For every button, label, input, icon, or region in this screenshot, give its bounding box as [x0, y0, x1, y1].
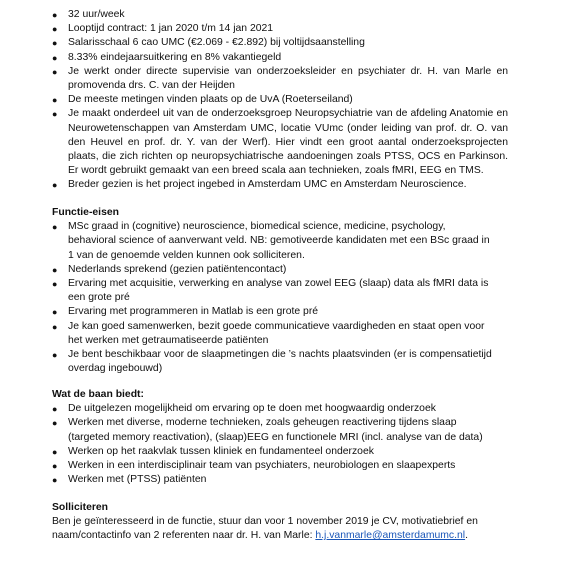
list-item: ● 8.33% eindejaarsuitkering en 8% vakantiegeld	[0, 51, 570, 65]
list-item: ● Ervaring met programmeren in Matlab is een grote pré	[0, 305, 570, 319]
section-offer	[0, 388, 570, 487]
bullet-icon: ●	[52, 446, 58, 457]
bullet-icon: ●	[52, 264, 58, 275]
list-item: ● Je kan goed samenwerken, bezit goede communicatieve vaardigheden en staat open voor het werken met getraumatiseerde patiënten	[52, 320, 485, 346]
list-item: ● Werken met diverse, moderne technieken, zoals geheugen reactivering tijdens slaap (targeted memory reactivation), (slaap)EEG en functionele MRI (incl. analyse van de data)	[52, 417, 483, 443]
list-item: ● Je maakt onderdeel uit van de onderzoeksgroep Neuropsychiatrie van de afdeling Anatomie en Neurowetenschappen van Amsterdam UMC, locatie VUmc (onder leiding van prof. dr. O. van den Heuvel en prof. dr. Y. van der Werf). Hier vindt een groot aantal onderzoeksprojecten plaats, die zich richten op neuropsychiatrische aandoeningen zoals PTSS, OCS en Parkinson. Er wordt gebruikt gemaakt van een breed scala aan technieken, zoals fMRI, EEG en TMS.	[52, 108, 508, 177]
list-item: ● Je werkt onder directe supervisie van onderzoeksleider en psychiater dr. H. van Marle en promovenda drs. C. van der Heijden	[52, 65, 508, 92]
list-item: ● Ervaring met acquisitie, verwerking en analyse van zowel EEG (slaap) data als fMRI data is een grote pré	[52, 278, 489, 304]
list-item: ● Je bent beschikbaar voor de slaapmetingen die ’s nachts plaatsvinden (er is compensatietijd overdag ingebouwd)	[52, 349, 492, 375]
bullet-icon: ●	[52, 461, 58, 472]
list-item: ● MSc graad in (cognitive) neuroscience, biomedical science, medicine, psychology, behavioral science of aanverwant veld. NB: gemotiveerde kandidaten met een BSc graad in 1 van de genoemde velden kunnen ook solliciteren.	[52, 221, 490, 261]
bullet-icon: ●	[52, 95, 58, 106]
email-link[interactable]: h.j.vanmarle@amsterdamumc.nl	[315, 530, 466, 542]
list-item: ● Salarisschaal 6 cao UMC (€2.069 - €2.892) bij voltijdsaanstelling	[0, 36, 570, 50]
bullet-icon: ●	[52, 404, 58, 415]
bullet-icon: ●	[52, 279, 58, 290]
bullet-icon: ●	[52, 52, 58, 63]
list-item: ● Nederlands sprekend (gezien patiëntencontact)	[0, 263, 570, 277]
bullet-icon: ●	[52, 350, 58, 361]
list-item: ● Werken op het raakvlak tussen kliniek en fundamenteel onderzoek	[0, 445, 570, 459]
bullet-icon: ●	[52, 418, 58, 429]
list-item: ● Looptijd contract: 1 jan 2020 t/m 14 jan 2021	[0, 22, 570, 36]
list-item: ● De meeste metingen vinden plaats op de UvA (Roeterseiland)	[0, 93, 570, 107]
bullet-icon: ●	[52, 24, 58, 35]
apply-paragraph: Ben je geïnteresseerd in de functie, stuur dan voor 1 november 2019 je CV, motivatiebrief en naam/contactinfo van 2 referenten naar dr. H. van Marle: h.j.vanmarle@amsterdamumc.nl.	[52, 516, 478, 542]
section-heading: Wat de baan biedt:	[52, 389, 144, 400]
offer-list	[0, 402, 570, 487]
bullet-icon: ●	[52, 180, 58, 191]
bullet-icon: ●	[52, 10, 58, 20]
bullet-icon: ●	[52, 109, 58, 120]
list-item: ● De uitgelezen mogelijkheid om ervaring op te doen met hoogwaardig onderzoek	[0, 402, 570, 416]
bullet-icon: ●	[52, 38, 58, 49]
section-heading: Solliciteren	[52, 502, 109, 513]
bullet-icon: ●	[52, 66, 58, 77]
section-requirements	[0, 206, 570, 376]
section-heading: Functie-eisen	[52, 207, 119, 218]
bullet-icon: ●	[52, 307, 58, 318]
section-conditions	[0, 8, 570, 193]
bullet-icon: ●	[52, 321, 58, 332]
bullet-icon: ●	[52, 222, 58, 233]
list-item: ● Werken met (PTSS) patiënten	[0, 473, 570, 487]
requirements-list	[0, 220, 570, 376]
list-item: ● Werken in een interdisciplinair team van psychiaters, neurobiologen en slaapexperts	[0, 459, 570, 473]
bullet-icon: ●	[52, 475, 58, 486]
conditions-list	[0, 8, 570, 193]
section-apply	[0, 501, 570, 544]
list-item: ● 32 uur/week	[0, 8, 570, 22]
list-item: ● Breder gezien is het project ingebed in Amsterdam UMC en Amsterdam Neuroscience.	[0, 178, 570, 192]
